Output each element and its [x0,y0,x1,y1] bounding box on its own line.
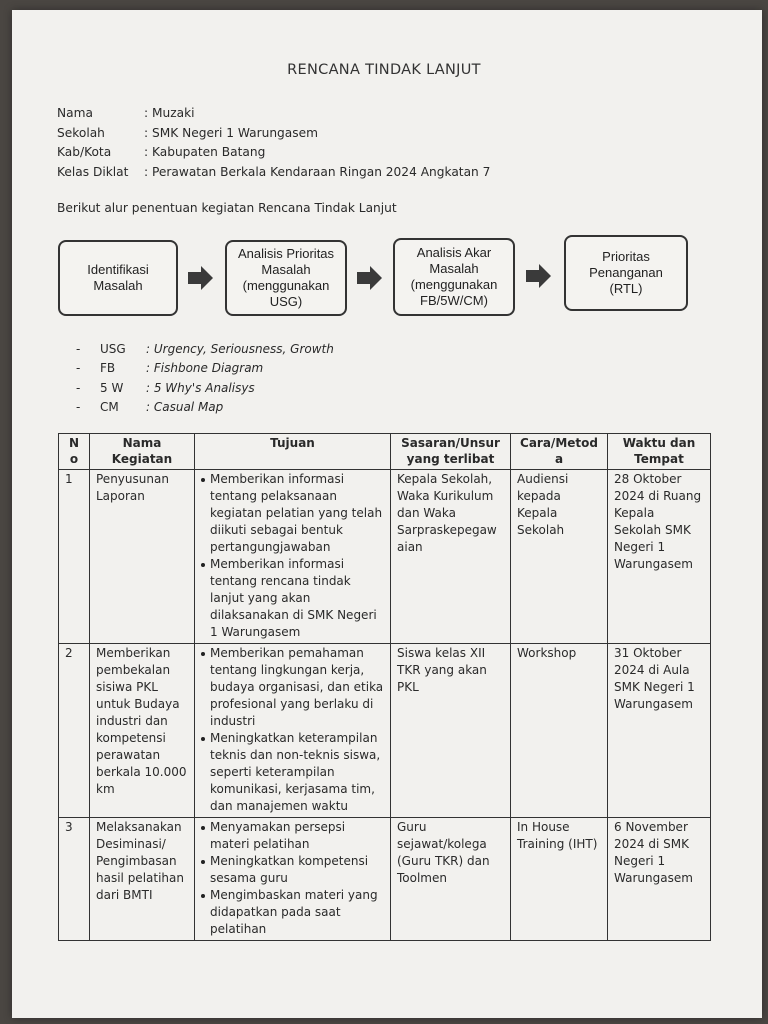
flow-step-line: Analisis Akar [416,245,492,260]
header-tujuan: Tujuan [195,434,391,470]
legend-abbr: 5 W [100,380,124,395]
cell-tujuan [195,818,391,941]
right-arrow-icon [188,265,214,291]
cell-sasaran: Guru sejawat/kolega (Guru TKR) dan Toolmen [391,818,511,941]
identity-label: Nama [57,106,93,120]
cell-no: 3 [59,818,90,941]
cell-nama: Memberikan pembekalan sisiwa PKL untuk Budaya industri dan kompetensi perawatan berkala 10.000 km [90,644,195,818]
flow-intro-text: Berikut alur penentuan kegiatan Rencana Tindak Lanjut [57,201,397,215]
header-no: No [59,434,90,470]
cell-tujuan [195,644,391,818]
header-waktu-tempat: Waktu dan Tempat [608,434,711,470]
legend-abbr: USG [100,342,126,356]
flow-step-identifikasi [58,240,178,316]
flow-step-line: Masalah [429,261,479,276]
flow-step-line: Prioritas [602,249,650,264]
legend-desc: : Casual Map [146,399,224,414]
flow-step-line: (menggunakan [410,277,498,292]
legend-desc: : Urgency, Seriousness, Growth [146,342,334,356]
tujuan-item: Mengimbaskan materi yang didapatkan pada saat pelatihan [201,887,384,938]
legend-desc: : 5 Why's Analisys [146,380,255,395]
header-nama-kegiatan: Nama Kegiatan [90,434,195,470]
flow-step-line: Identifikasi [87,262,149,277]
flow-step-line: FB/5W/CM) [420,293,488,308]
cell-cara: Audiensi kepada Kepala Sekolah [511,470,608,644]
identity-row-kelas-diklat [57,163,490,183]
cell-cara: In House Training (IHT) [511,818,608,941]
cell-no: 1 [59,470,90,644]
right-arrow-icon [357,265,383,291]
identity-block [57,104,490,182]
identity-label: Kab/Kota [57,145,112,159]
rtl-table [58,433,711,941]
legend-dash: - [76,361,81,376]
table-header-row [59,434,711,470]
flow-step-line: Analisis Prioritas [237,246,335,261]
identity-row-nama [57,104,490,124]
cell-nama: Melaksanakan Desiminasi/ Pengimbasan hasil pelatihan dari BMTI [90,818,195,941]
header-sasaran: Sasaran/Unsur yang terlibat [391,434,511,470]
legend-abbr: CM [100,399,119,414]
identity-label: Sekolah [57,125,105,140]
table-row [59,644,711,818]
flow-step-line: (RTL) [609,281,643,296]
flow-step-analisis-akar [393,238,515,316]
right-arrow-icon [526,263,552,289]
legend-item-5w [76,379,334,398]
legend-dash: - [76,380,81,395]
tujuan-item: Memberikan informasi tentang rencana tindak lanjut yang akan dilaksanakan di SMK Negeri 1 Warungasem [201,556,384,641]
cell-no: 2 [59,644,90,818]
cell-waktu: 31 Oktober 2024 di Aula SMK Negeri 1 Warungasem [608,644,711,818]
tujuan-item: Memberikan informasi tentang pelaksanaan kegiatan pelatian yang telah diikuti sebagai bentuk pertangungjawaban [201,471,384,556]
flow-step-prioritas-penanganan [564,235,688,311]
tujuan-item: Meningkatkan keterampilan teknis dan non-teknis siswa, seperti keterampilan komunikasi, kerjasama tim, dan manajemen waktu [201,730,384,815]
legend-dash: - [76,399,81,414]
flow-step-analisis-prioritas [225,240,347,316]
legend-item-usg [76,340,334,359]
identity-row-sekolah [57,124,490,144]
table-row [59,818,711,941]
flow-step-line: Masalah [261,262,311,277]
identity-value: : SMK Negeri 1 Warungasem [144,125,318,140]
identity-label: Kelas Diklat [57,164,129,179]
tujuan-item: Meningkatkan kompetensi sesama guru [201,853,384,887]
legend-abbr: FB [100,361,116,376]
legend-dash: - [76,342,81,356]
flow-step-line: Penanganan [589,265,663,280]
flow-step-line: USG) [269,294,303,309]
tujuan-item: Menyamakan persepsi materi pelatihan [201,819,384,853]
document-title: RENCANA TINDAK LANJUT [287,62,481,78]
legend-item-fb [76,359,334,378]
cell-waktu: 6 November 2024 di SMK Negeri 1 Warungasem [608,818,711,941]
identity-value: : Muzaki [144,106,195,120]
identity-value: : Perawatan Berkala Kendaraan Ringan 2024 Angkatan 7 [144,164,491,179]
cell-sasaran: Kepala Sekolah, Waka Kurikulum dan Waka Sarpraskepegawaian [391,470,511,644]
legend-desc: : Fishbone Diagram [146,361,264,376]
cell-cara: Workshop [511,644,608,818]
legend-item-cm [76,398,334,417]
cell-tujuan [195,470,391,644]
identity-row-kabkota [57,143,490,163]
identity-value: : Kabupaten Batang [144,145,266,159]
flow-step-line: Masalah [93,278,143,293]
header-cara-metoda: Cara/Metoda [511,434,608,470]
flow-step-line: (menggunakan [242,278,330,293]
abbreviation-legend [76,340,334,417]
tujuan-item: Memberikan pemahaman tentang lingkungan kerja, budaya organisasi, dan etika profesional yang berlaku di industri [201,645,384,730]
table-row [59,470,711,644]
cell-waktu: 28 Oktober 2024 di Ruang Kepala Sekolah SMK Negeri 1 Warungasem [608,470,711,644]
cell-nama: Penyusunan Laporan [90,470,195,644]
cell-sasaran: Siswa kelas XII TKR yang akan PKL [391,644,511,818]
